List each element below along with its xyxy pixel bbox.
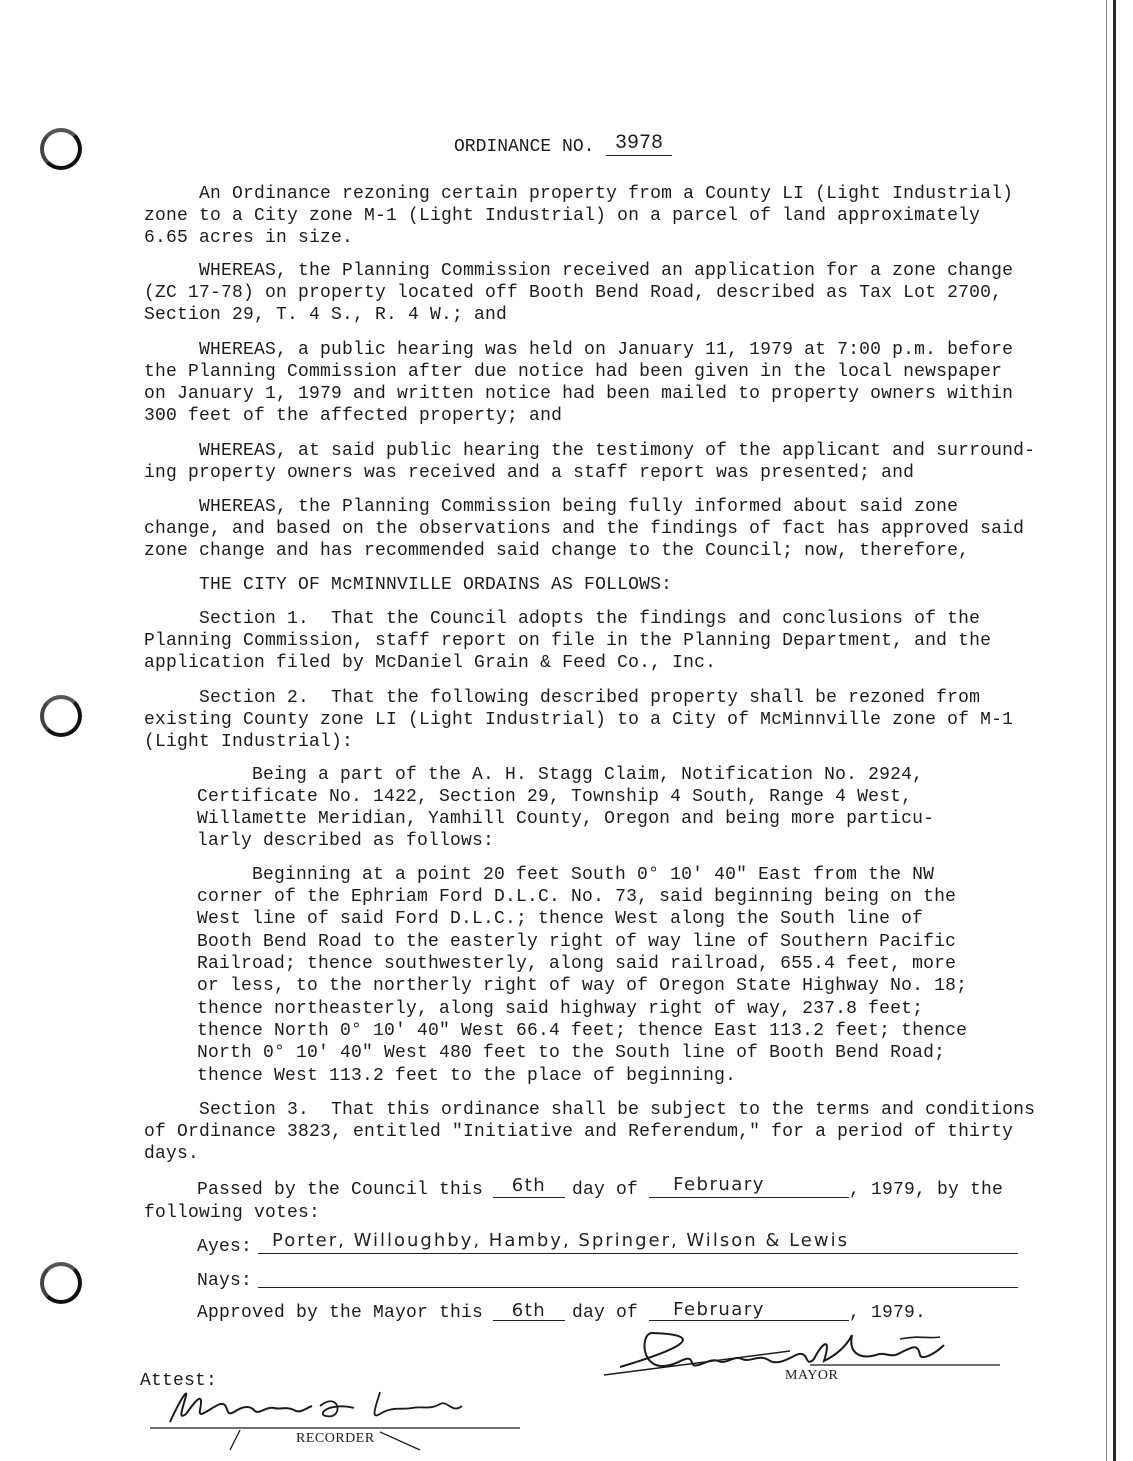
body-line: Railroad; thence southwesterly, along said railroad, 655.4 feet, more	[197, 954, 957, 974]
body-line: of Ordinance 3823, entitled "Initiative and Referendum," for a period of thirty	[144, 1122, 1014, 1142]
body-line: ing property owners was received and a staff report was presented; and	[144, 463, 915, 483]
body-line: North 0° 10' 40" West 480 feet to the South line of Booth Bend Road;	[197, 1043, 946, 1063]
nays-label: Nays:	[197, 1271, 253, 1291]
body-line: Section 1. That the Council adopts the findings and conclusions of the	[199, 609, 981, 629]
body-line: WHEREAS, a public hearing was held on January 11, 1979 at 7:00 p.m. before	[199, 340, 1014, 360]
body-line: Section 2. That the following described property shall be rezoned from	[199, 688, 981, 708]
body-line: West line of said Ford D.L.C.; thence West along the South line of	[197, 909, 924, 929]
body-line: the Planning Commission after due notice had been given in the local newspaper	[144, 362, 1003, 382]
passed-day-of: day of	[572, 1180, 639, 1200]
mayor-signature-icon	[600, 1325, 1000, 1395]
body-line: days.	[144, 1144, 200, 1164]
body-line: (ZC 17-78) on property located off Booth Bend Road, described as Tax Lot 2700,	[144, 283, 1003, 303]
body-line: 6.65 acres in size.	[144, 228, 354, 248]
mayor-label: MAYOR	[785, 1368, 839, 1383]
punch-hole-icon	[40, 128, 82, 170]
body-line: Beginning at a point 20 feet South 0° 10' 40" East from the NW	[252, 865, 935, 885]
attest-label: Attest:	[140, 1371, 218, 1391]
body-line: Certificate No. 1422, Section 29, Township 4 South, Range 4 West,	[197, 787, 913, 807]
approved-suffix: , 1979.	[849, 1303, 927, 1323]
ayes-label: Ayes:	[197, 1237, 253, 1257]
body-line: 300 feet of the affected property; and	[144, 406, 563, 426]
punch-hole-icon	[40, 1262, 82, 1304]
passed-line2: following votes:	[144, 1203, 321, 1223]
approved-month-line	[649, 1320, 849, 1321]
approved-month: February	[673, 1299, 765, 1320]
body-line: Willamette Meridian, Yamhill County, Oregon and being more particu-	[197, 809, 935, 829]
ayes-value: Porter, Willoughby, Hamby, Springer, Wilson & Lewis	[272, 1230, 849, 1251]
page-edge-line	[1106, 0, 1107, 1461]
passed-prefix: Passed by the Council this	[197, 1180, 484, 1200]
body-line: larly described as follows:	[197, 831, 495, 851]
body-line: application filed by McDaniel Grain & Feed Co., Inc.	[144, 653, 717, 673]
body-line: zone to a City zone M-1 (Light Industrial) on a parcel of land approximately	[144, 206, 981, 226]
page-edge-line	[1113, 0, 1116, 1461]
body-line: thence West 113.2 feet to the place of beginning.	[197, 1066, 737, 1086]
body-line: Section 3. That this ordinance shall be subject to the terms and conditions	[199, 1100, 1036, 1120]
body-line: WHEREAS, the Planning Commission received an application for a zone change	[199, 261, 1014, 281]
body-line: on January 1, 1979 and written notice had been mailed to property owners within	[144, 384, 1014, 404]
body-line: zone change and has recommended said change to the Council; now, therefore,	[144, 541, 970, 561]
body-line: (Light Industrial):	[144, 732, 354, 752]
body-line: Being a part of the A. H. Stagg Claim, Notification No. 2924,	[252, 765, 924, 785]
body-line: existing County zone LI (Light Industrial) to a City of McMinnville zone of M-1	[144, 710, 1014, 730]
ayes-line	[258, 1253, 1018, 1254]
recorder-label: RECORDER	[296, 1431, 375, 1446]
passed-month-line	[649, 1197, 849, 1198]
body-line: Section 29, T. 4 S., R. 4 W.; and	[144, 305, 508, 325]
body-line: Planning Commission, staff report on file in the Planning Department, and the	[144, 631, 992, 651]
ordinance-title: ORDINANCE NO.	[454, 137, 595, 157]
approved-prefix: Approved by the Mayor this	[197, 1303, 484, 1323]
body-line: An Ordinance rezoning certain property from a County LI (Light Industrial)	[199, 184, 1014, 204]
passed-month: February	[673, 1174, 765, 1195]
body-line: WHEREAS, at said public hearing the testimony of the applicant and surround-	[199, 441, 1036, 461]
punch-hole-icon	[40, 695, 82, 737]
body-line: WHEREAS, the Planning Commission being fully informed about said zone	[199, 497, 959, 517]
passed-day-line	[493, 1197, 565, 1198]
approved-day: 6th	[511, 1300, 547, 1321]
passed-suffix: , 1979, by the	[849, 1180, 1004, 1200]
body-line: change, and based on the observations and the findings of fact has approved said	[144, 519, 1025, 539]
body-line: thence North 0° 10' 40" West 66.4 feet; thence East 113.2 feet; thence	[197, 1021, 968, 1041]
ordinance-number: 3978	[606, 132, 672, 156]
passed-day: 6th	[511, 1175, 547, 1196]
approved-day-of: day of	[572, 1303, 639, 1323]
body-line: corner of the Ephriam Ford D.L.C. No. 73, said beginning being on the	[197, 887, 957, 907]
body-line: thence northeasterly, along said highway right of way, 237.8 feet;	[197, 999, 924, 1019]
body-line: THE CITY OF McMINNVILLE ORDAINS AS FOLLOWS:	[199, 575, 673, 595]
body-line: Booth Bend Road to the easterly right of way line of Southern Pacific	[197, 932, 957, 952]
nays-line	[258, 1287, 1018, 1288]
body-line: or less, to the northerly right of way of Oregon State Highway No. 18;	[197, 976, 968, 996]
